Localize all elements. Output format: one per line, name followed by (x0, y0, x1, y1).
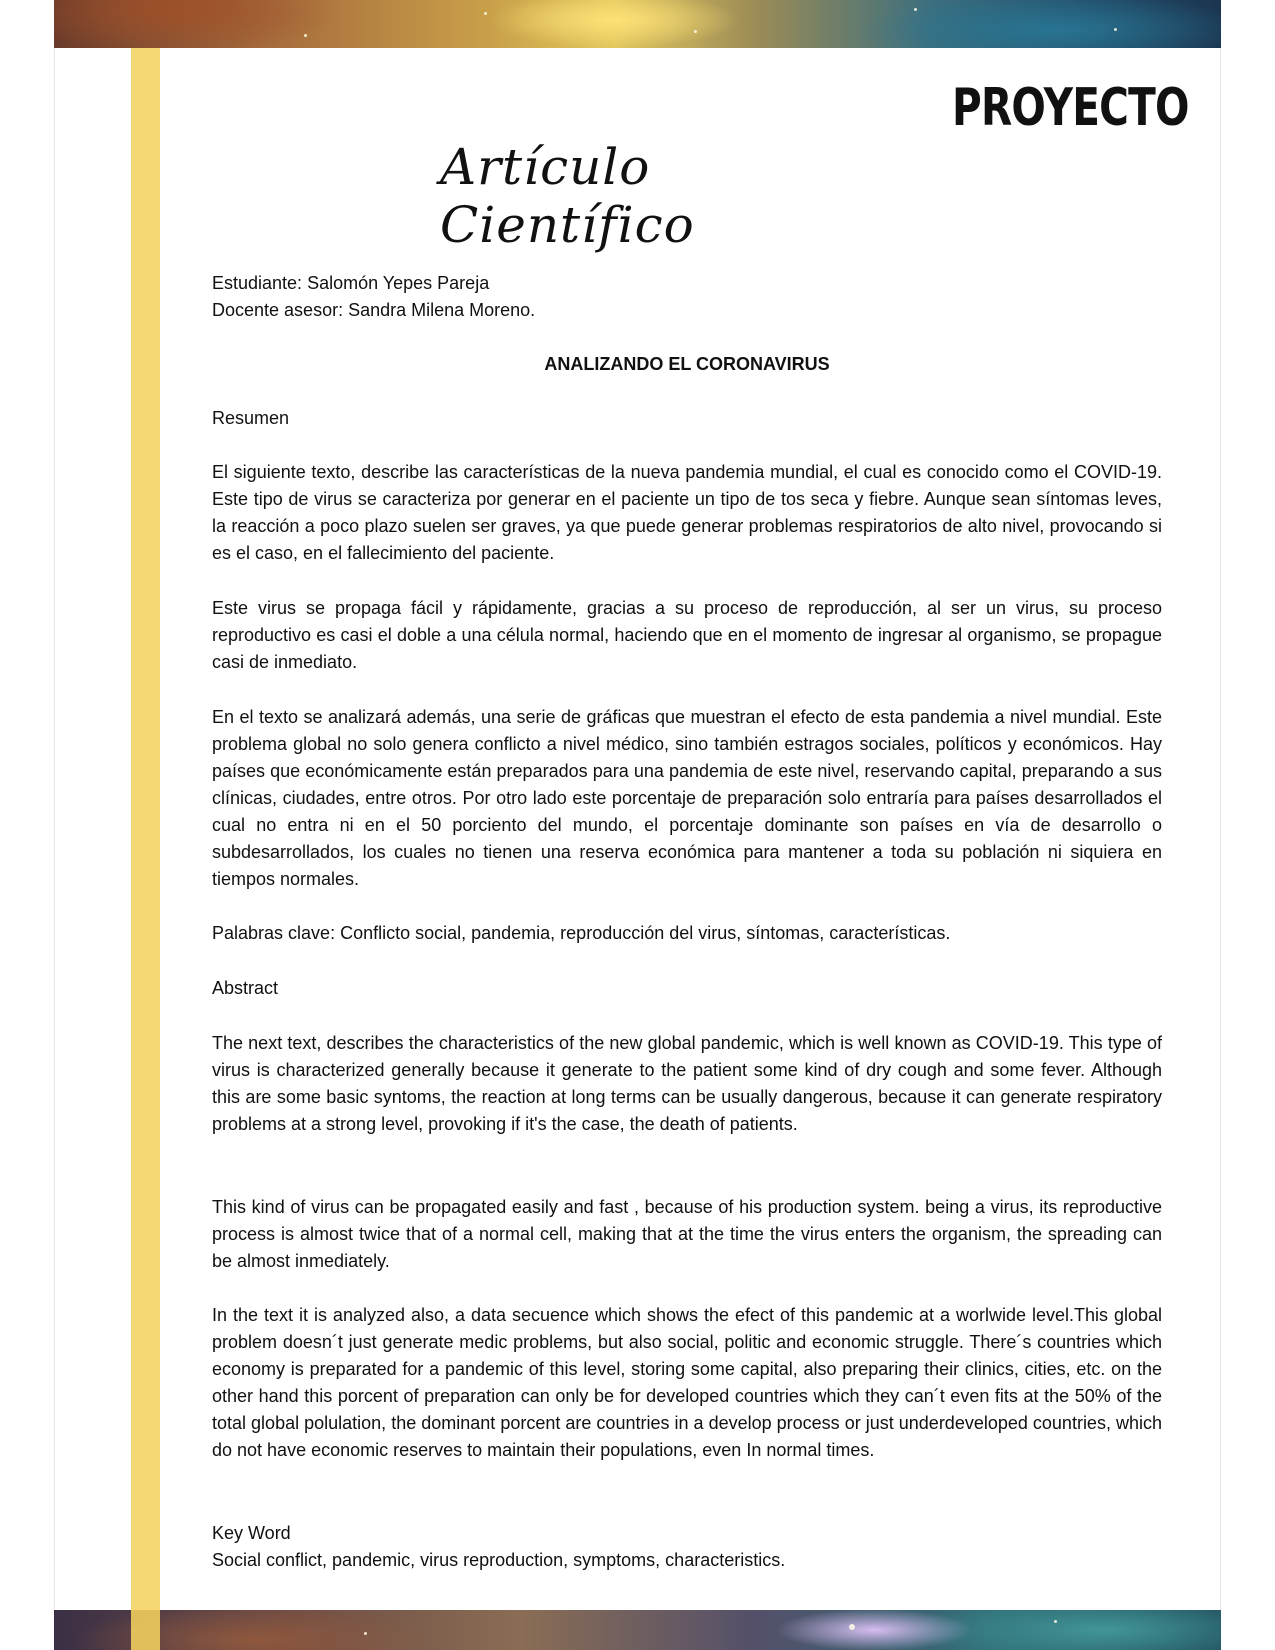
abstract-label: Abstract (212, 978, 279, 998)
project-badge: PROYECTO (952, 78, 1189, 138)
top-nebula-banner (54, 0, 1221, 48)
author-block (212, 270, 1162, 324)
abstract-paragraph-3: In the text it is analyzed also, a data secuence which shows the efect of this pandemic at a worlwide level.This global problem doesn´t just generate medic problems, but also social, politic and economic struggle. There´s countries which economy is preparated for a pandemic of this level, storing some capital, also preparing their clinics, cities, etc. on the other hand this porcent of preparation can only be for developed countries which they can´t even fits at the 50% of the total global polulation, the dominant porcent are countries in a develop process or just underdeveloped countries, which do not have economic reserves to maintain their populations, even In normal times. (212, 1305, 1162, 1460)
yellow-accent-stripe-bottom (131, 1610, 160, 1650)
abstract-paragraph-2: This kind of virus can be propagated easily and fast , because of his production system. being a virus, its reproductive process is almost twice that of a normal cell, making that at the time the virus enters the organism, the spreading can be almost inmediately. (212, 1197, 1162, 1271)
student-line: Estudiante: Salomón Yepes Pareja (212, 273, 490, 293)
palabras-clave: Palabras clave: Conflicto social, pandemia, reproducción del virus, síntomas, características. (212, 923, 951, 943)
resumen-paragraph-2: Este virus se propaga fácil y rápidamente, gracias a su proceso de reproducción, al ser un virus, su proceso reproductivo es casi el doble a una célula normal, haciendo que en el momento de ingresar al organismo, se propague casi de inmediato. (212, 598, 1162, 672)
abstract-paragraph-1: The next text, describes the characteristics of the new global pandemic, which is well known as COVID-19. This type of virus is characterized generally because it generate to the patient some kind of dry cough and some fever. Although this are some basic syntoms, the reaction at long terms can be usually dangerous, because it can generate respiratory problems at a strong level, provoking if it's the case, the death of patients. (212, 1033, 1162, 1134)
resumen-paragraph-3: En el texto se analizará además, una serie de gráficas que muestran el efecto de esta pandemia a nivel mundial. Este problema global no solo genera conflicto a nivel médico, sino también estragos sociales, políticos y económicos. Hay países que económicamente están preparados para una pandemia de este nivel, reservando capital, preparando a sus clínicas, ciudades, entre otros. Por otro lado este porcentaje de preparación solo entraría para países desarrollados el cual no entra ni en el 50 porciento del mundo, el porcentaje dominante son países en vía de desarrollo o subdesarrollados, los cuales no tienen una reserva económica para mantener a toda su población ni siquiera en tiempos normales. (212, 707, 1162, 889)
resumen-label: Resumen (212, 408, 290, 428)
article-heading: ANALIZANDO EL CORONAVIRUS (544, 354, 830, 374)
bottom-nebula-banner (54, 1610, 1221, 1650)
resumen-paragraph-1: El siguiente texto, describe las características de la nueva pandemia mundial, el cual es conocido como el COVID-19. Este tipo de virus se caracteriza por generar en el paciente un tipo de tos seca y fiebre. Aunque sean síntomas leves, la reacción a poco plazo suelen ser graves, ya que puede generar problemas respiratorios de alto nivel, provocando si es el caso, en el fallecimiento del paciente. (212, 462, 1162, 563)
advisor-line: Docente asesor: Sandra Milena Moreno. (212, 300, 536, 320)
keyword-list: Social conflict, pandemic, virus reproduction, symptoms, characteristics. (212, 1550, 786, 1570)
page-margin-right (1221, 0, 1275, 1650)
page-margin-left (0, 0, 54, 1650)
keywords-block (212, 1520, 1162, 1574)
page-title: Artículo Científico (440, 138, 695, 254)
yellow-accent-stripe (131, 48, 160, 1610)
keyword-label: Key Word (212, 1523, 291, 1543)
